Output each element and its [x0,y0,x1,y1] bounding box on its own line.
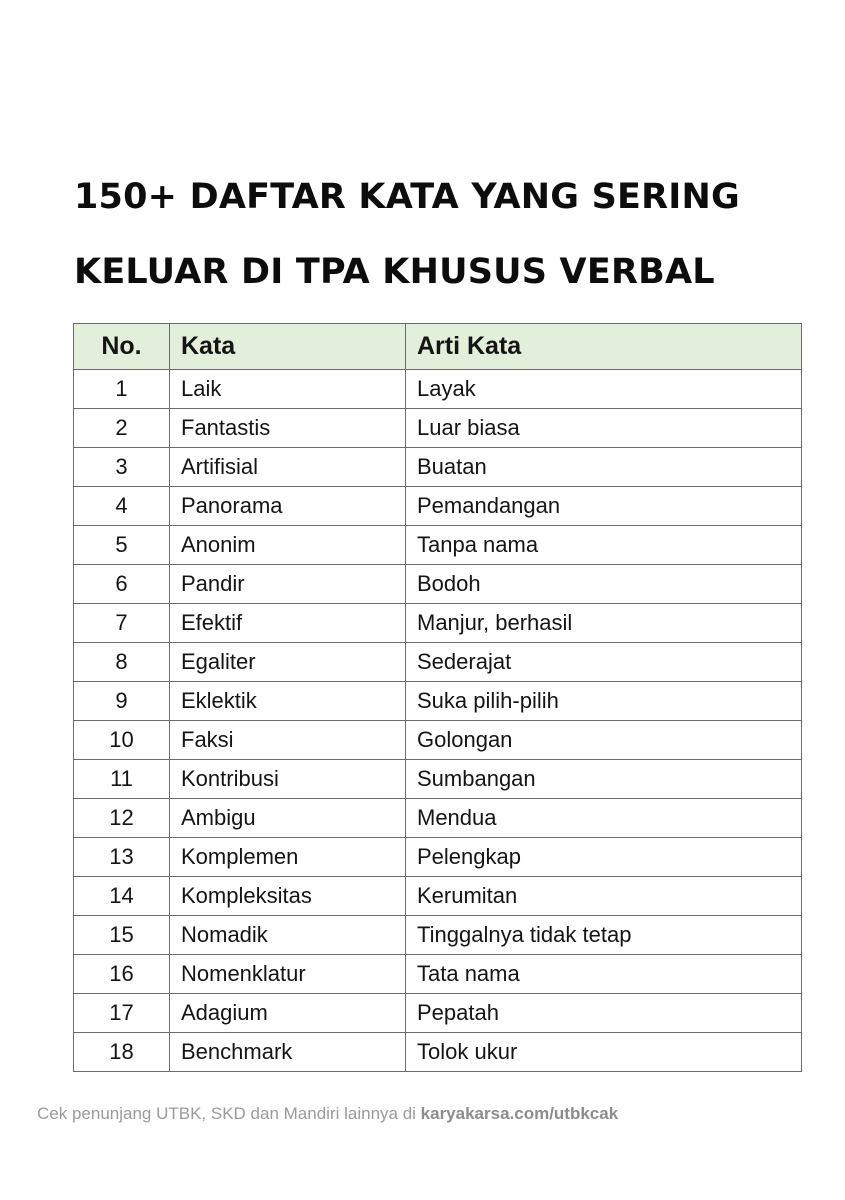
cell-arti: Tata nama [406,955,802,994]
cell-arti: Pemandangan [406,487,802,526]
page-title-line-2: KELUAR DI TPA KHUSUS VERBAL [74,252,715,292]
table-row [74,682,802,721]
cell-kata: Efektif [170,604,406,643]
cell-no: 5 [74,526,170,565]
header-kata: Kata [170,324,406,370]
cell-arti: Pelengkap [406,838,802,877]
footer-text: Cek penunjang UTBK, SKD dan Mandiri lainnya di [37,1104,421,1123]
cell-kata: Ambigu [170,799,406,838]
cell-arti: Tinggalnya tidak tetap [406,916,802,955]
cell-kata: Komplemen [170,838,406,877]
cell-kata: Pandir [170,565,406,604]
footer-note [37,1104,618,1124]
table-row [74,916,802,955]
table-row [74,1033,802,1072]
word-table [73,323,802,1072]
header-no: No. [74,324,170,370]
table-row [74,526,802,565]
header-arti-kata: Arti Kata [406,324,802,370]
cell-kata: Adagium [170,994,406,1033]
page-title-line-1: 150+ DAFTAR KATA YANG SERING [74,177,740,217]
cell-no: 17 [74,994,170,1033]
cell-arti: Golongan [406,721,802,760]
cell-arti: Pepatah [406,994,802,1033]
table-row [74,448,802,487]
cell-kata: Panorama [170,487,406,526]
table-row [74,721,802,760]
cell-kata: Nomenklatur [170,955,406,994]
table-row [74,838,802,877]
cell-arti: Suka pilih-pilih [406,682,802,721]
cell-arti: Buatan [406,448,802,487]
cell-no: 8 [74,643,170,682]
cell-kata: Fantastis [170,409,406,448]
table-row [74,955,802,994]
cell-no: 7 [74,604,170,643]
table-row [74,409,802,448]
table-row [74,799,802,838]
cell-arti: Sederajat [406,643,802,682]
table-row [74,604,802,643]
table-row [74,487,802,526]
cell-kata: Anonim [170,526,406,565]
cell-arti: Luar biasa [406,409,802,448]
table-row [74,760,802,799]
cell-arti: Bodoh [406,565,802,604]
cell-no: 3 [74,448,170,487]
table-header-row [74,324,802,370]
cell-kata: Egaliter [170,643,406,682]
cell-kata: Laik [170,370,406,409]
cell-arti: Sumbangan [406,760,802,799]
cell-arti: Layak [406,370,802,409]
table-row [74,370,802,409]
cell-kata: Eklektik [170,682,406,721]
cell-no: 1 [74,370,170,409]
cell-kata: Kontribusi [170,760,406,799]
cell-kata: Nomadik [170,916,406,955]
cell-no: 11 [74,760,170,799]
cell-arti: Tanpa nama [406,526,802,565]
cell-no: 6 [74,565,170,604]
table-row [74,994,802,1033]
cell-kata: Benchmark [170,1033,406,1072]
cell-kata: Artifisial [170,448,406,487]
cell-no: 2 [74,409,170,448]
cell-no: 16 [74,955,170,994]
cell-arti: Tolok ukur [406,1033,802,1072]
cell-kata: Faksi [170,721,406,760]
cell-no: 12 [74,799,170,838]
table-row [74,877,802,916]
cell-kata: Kompleksitas [170,877,406,916]
cell-no: 13 [74,838,170,877]
cell-arti: Mendua [406,799,802,838]
page-title [74,160,814,310]
cell-no: 10 [74,721,170,760]
cell-no: 18 [74,1033,170,1072]
table-row [74,565,802,604]
cell-arti: Manjur, berhasil [406,604,802,643]
cell-no: 4 [74,487,170,526]
table-row [74,643,802,682]
footer-link[interactable]: karyakarsa.com/utbkcak [420,1104,619,1123]
cell-arti: Kerumitan [406,877,802,916]
cell-no: 15 [74,916,170,955]
cell-no: 9 [74,682,170,721]
cell-no: 14 [74,877,170,916]
